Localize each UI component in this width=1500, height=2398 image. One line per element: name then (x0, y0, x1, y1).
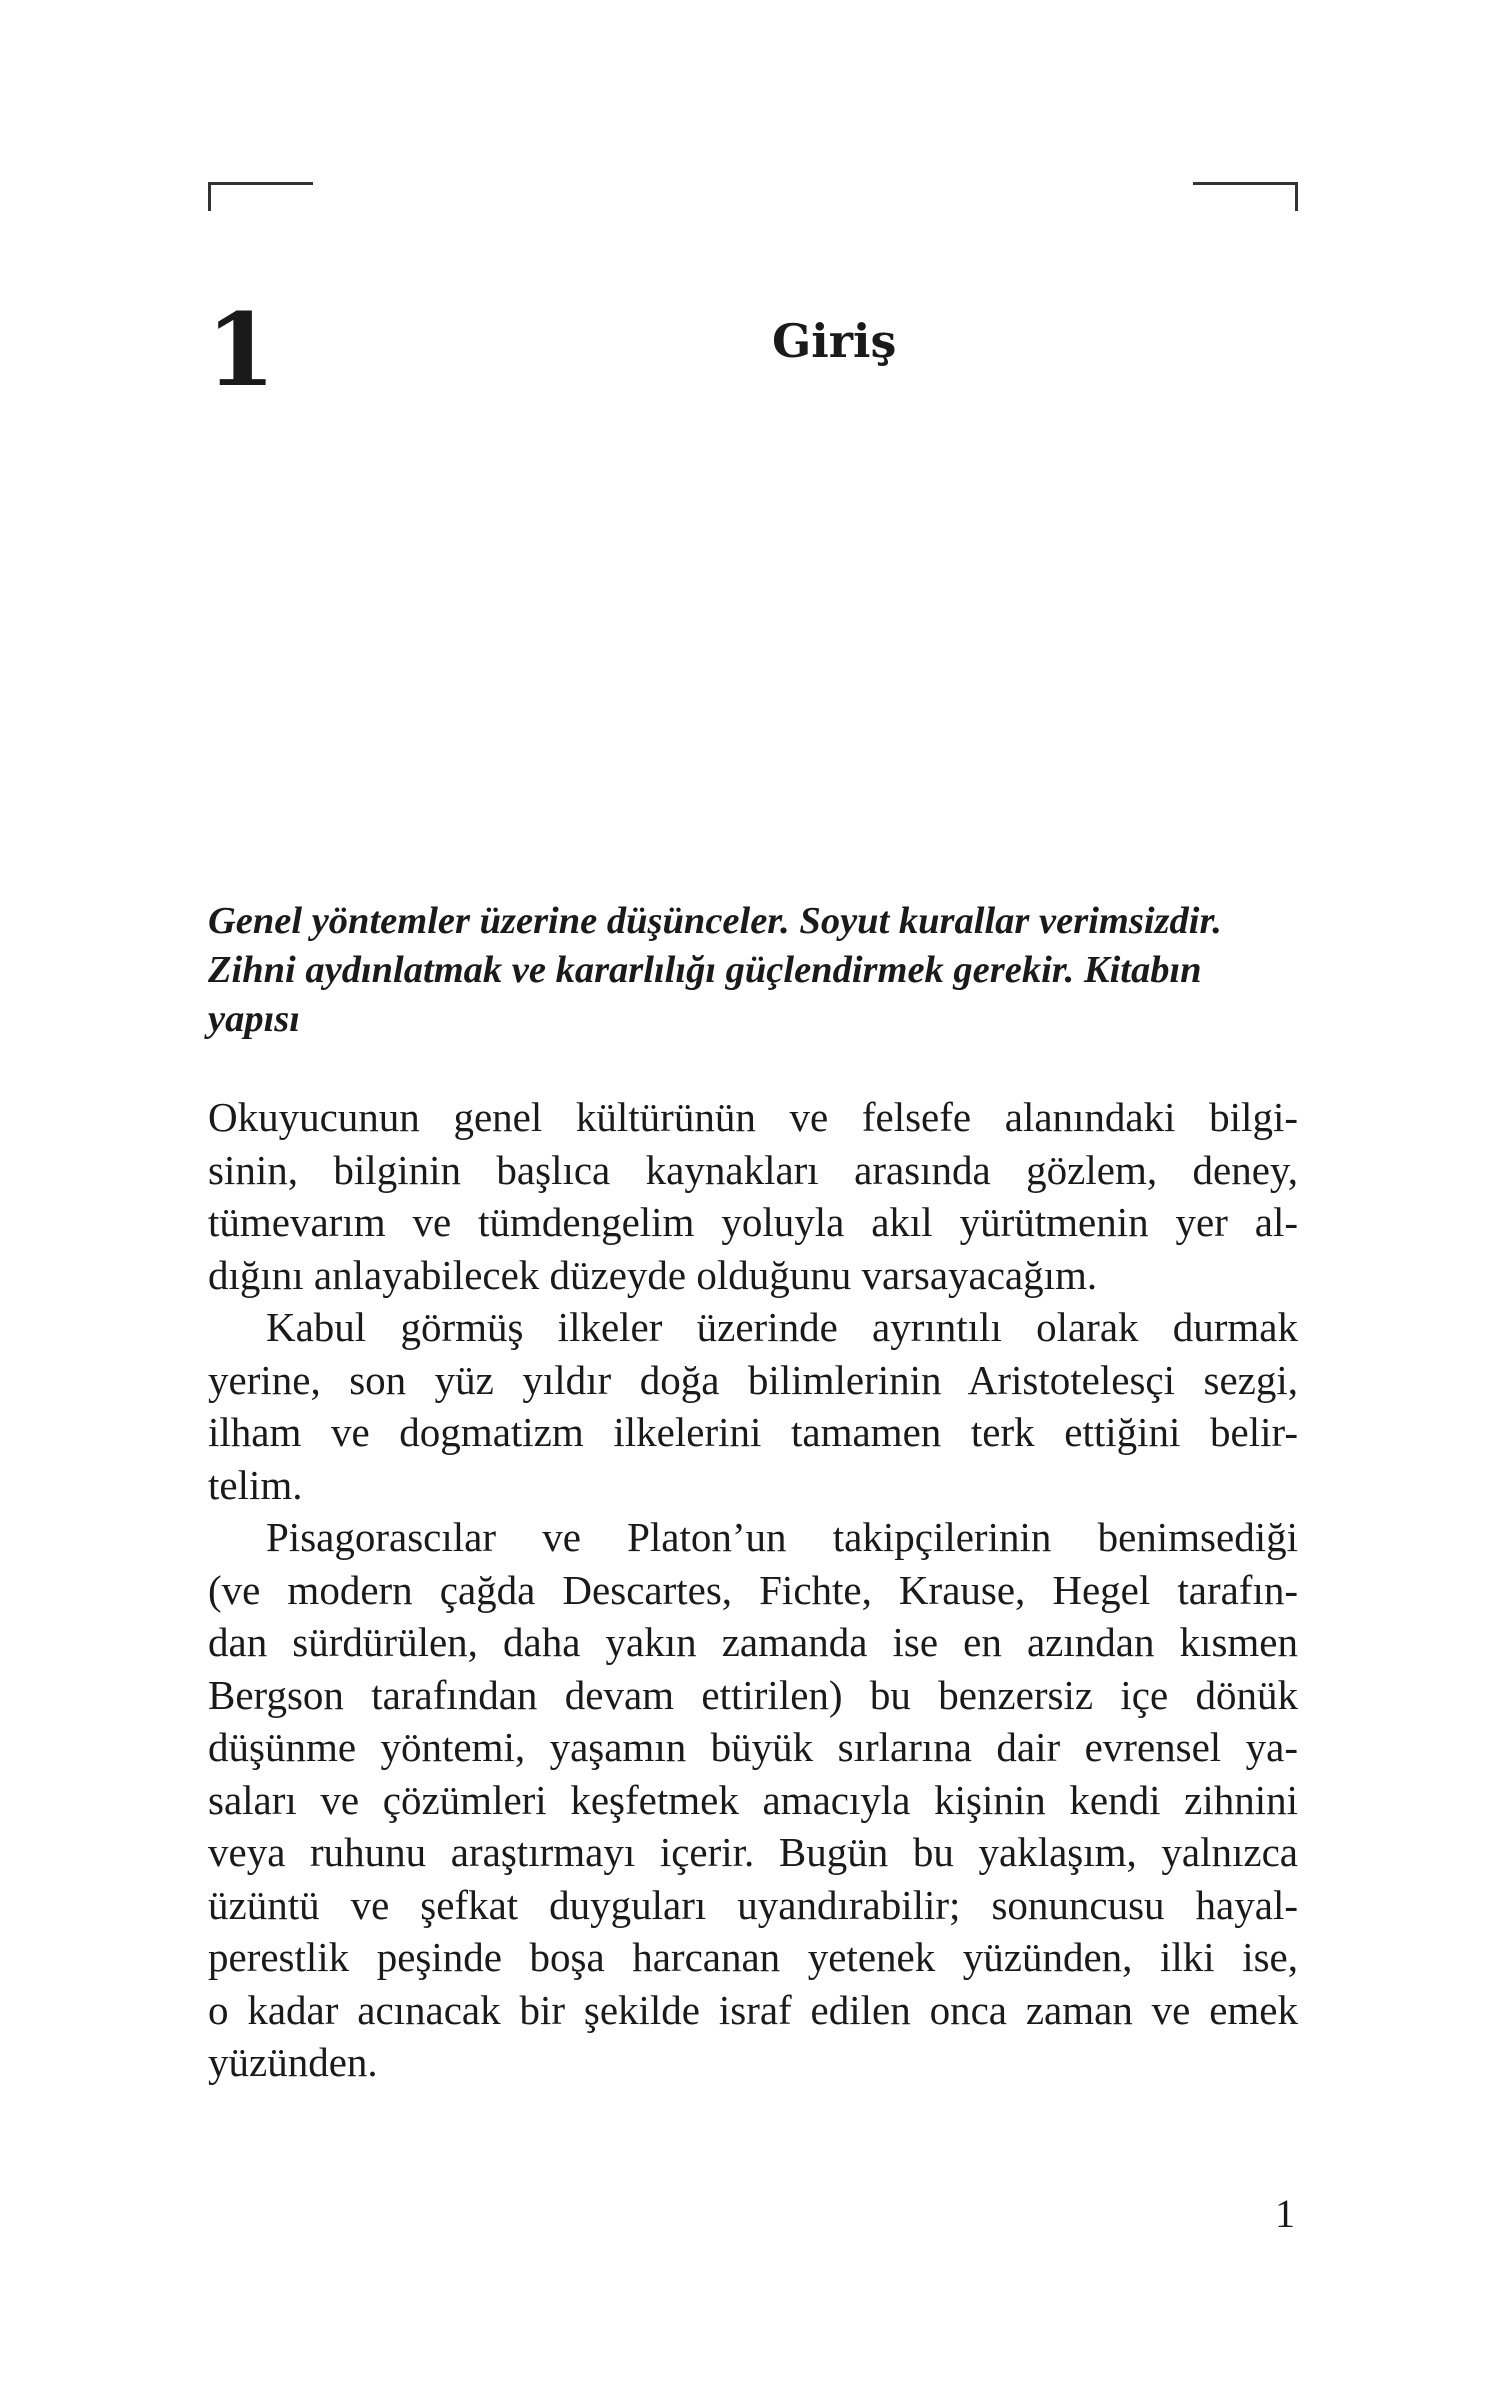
text-line: Kabul görmüş ilkeler üzerinde ayrıntılı olarak durmak (266, 1304, 1298, 1350)
text-line: tümevarım ve tümdengelim yoluyla akıl yürütmenin yer al- (208, 1199, 1298, 1245)
crop-mark-left (208, 182, 313, 211)
text-line: sinin, bilginin başlıca kaynakları arasında gözlem, deney, (208, 1146, 1298, 1193)
paragraph-3 (208, 1511, 1298, 2089)
text-line: yerine, son yüz yıldır doğa bilimlerinin Aristotelesçi sezgi, (208, 1356, 1298, 1403)
text-line: dığını anlayabilecek düzeyde olduğunu varsayacağım. (208, 1251, 1098, 1298)
text-line: Bergson tarafından devam ettirilen) bu benzersiz içe dönük (208, 1671, 1298, 1718)
text-line: yüzünden. (208, 2039, 378, 2085)
text-line: dan sürdürülen, daha yakın zamanda ise en azından kısmen (208, 1619, 1298, 1665)
text-line: telim. (208, 1461, 303, 1508)
text-line: o kadar acınacak bir şekilde israf edilen onca zaman ve emek (208, 1986, 1298, 2033)
paragraph-1 (208, 1091, 1298, 1301)
paragraph-2 (208, 1301, 1298, 1511)
text-line: saları ve çözümleri keşfetmek amacıyla kişinin kendi zihnini (208, 1776, 1298, 1823)
text-line: Pisagorascılar ve Platon’un takipçilerinin benimsediği (266, 1514, 1298, 1560)
crop-mark-right (1193, 182, 1298, 211)
text-line: (ve modern çağda Descartes, Fichte, Krause, Hegel tarafın- (208, 1566, 1298, 1613)
chapter-number: 1 (206, 291, 276, 409)
chapter-summary: Genel yöntemler üzerine düşünceler. Soyut kurallar verimsizdir. Zihni aydınlatmak ve kararlılığı güçlendirmek gerekir. Kitabın yapısı (208, 900, 1222, 1040)
text-line: düşünme yöntemi, yaşamın büyük sırlarına dair evrensel ya- (208, 1724, 1298, 1770)
body-text (208, 1091, 1298, 2089)
text-line: veya ruhunu araştırmayı içerir. Bugün bu yaklaşım, yalnızca (208, 1829, 1298, 1875)
text-line: ilham ve dogmatizm ilkelerini tamamen terk ettiğini belir- (208, 1409, 1298, 1455)
text-line: Okuyucunun genel kültürünün ve felsefe alanındaki bilgi- (208, 1094, 1298, 1140)
chapter-title: Giriş (772, 314, 897, 368)
text-line: perestlik peşinde boşa harcanan yetenek yüzünden, ilki ise, (208, 1934, 1298, 1980)
text-line: üzüntü ve şefkat duyguları uyandırabilir; sonuncusu hayal- (208, 1881, 1298, 1928)
page-number: 1 (1275, 2191, 1295, 2236)
